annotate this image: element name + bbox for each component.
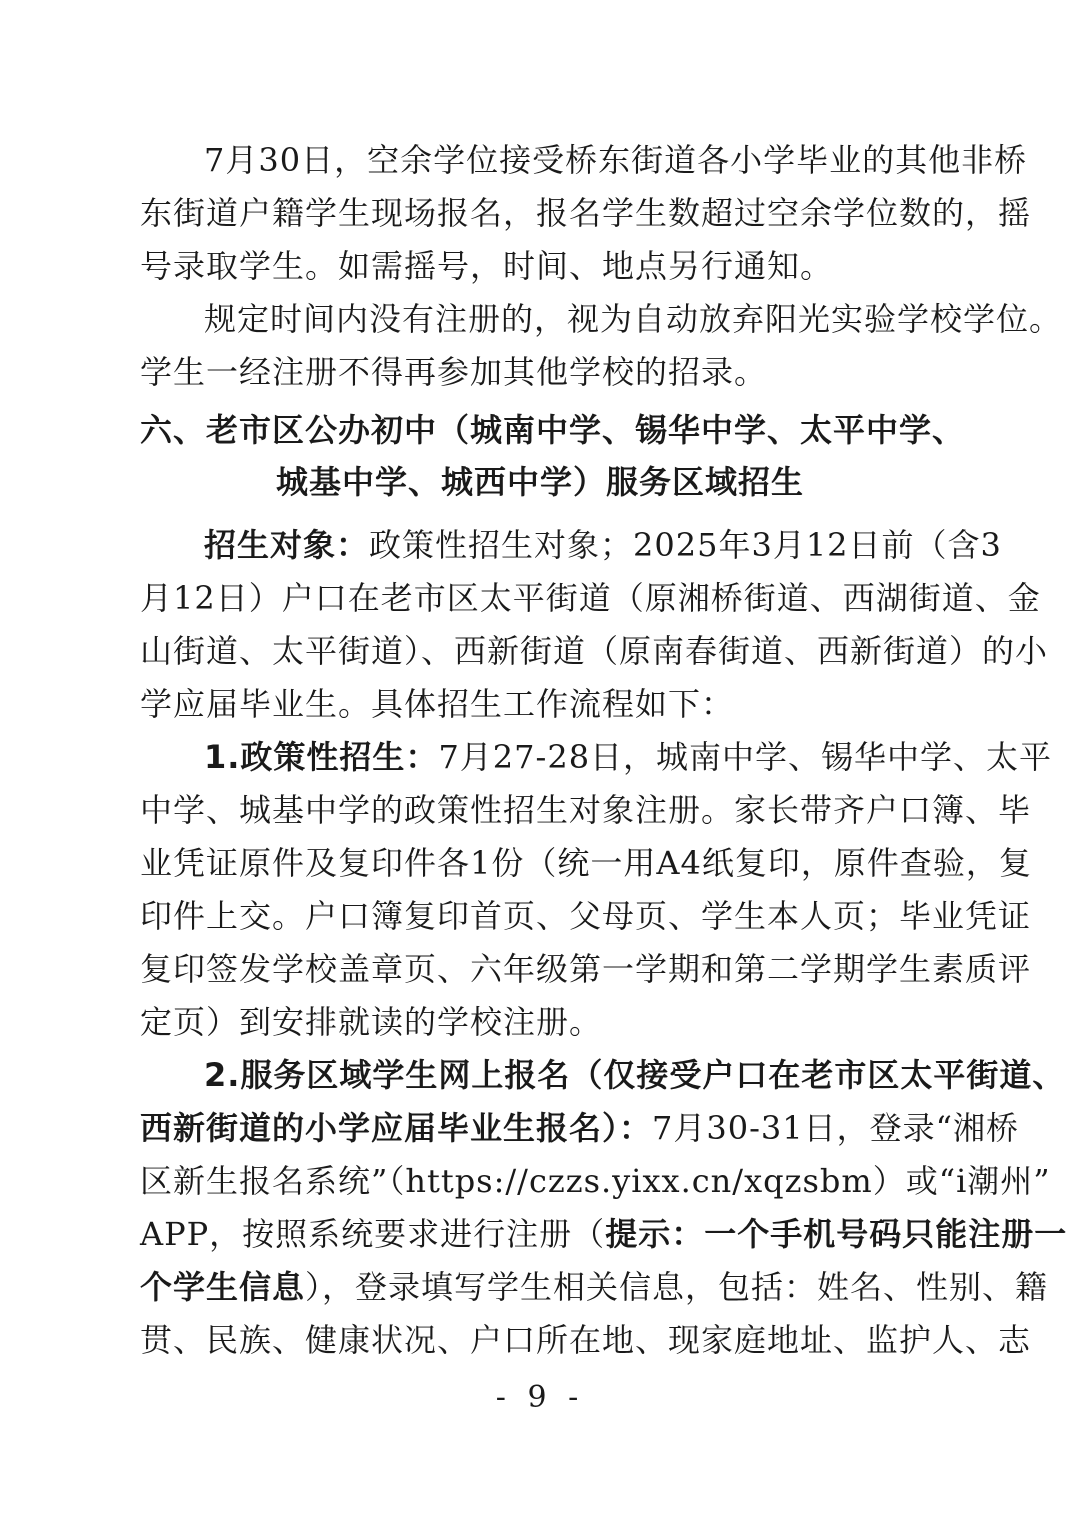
- item-2-hint-part-2: 个学生信息: [140, 1268, 306, 1306]
- item-1-label: 1.政策性招生：: [204, 738, 439, 776]
- item-2-line-6: 贯、民族、健康状况、户口所在地、现家庭地址、监护人、志: [140, 1321, 1032, 1359]
- item-2-line-4: [140, 1214, 1068, 1254]
- enrollment-targets-line-2: 月12日）户口在老市区太平街道（原湘桥街道、西湖街道、金: [140, 579, 1041, 617]
- item-2-hint-part-1: 提示：一个手机号码只能注册一: [605, 1215, 1068, 1253]
- item-2-line-2: [140, 1108, 1019, 1148]
- enrollment-targets-text: 政策性招生对象；2025年3月12日前（含3: [369, 526, 1002, 564]
- paragraph-1-line-1: 7月30日，空余学位接受桥东街道各小学毕业的其他非桥: [204, 141, 1028, 179]
- paragraph-1-line-2: 东街道户籍学生现场报名，报名学生数超过空余学位数的，摇: [140, 194, 1032, 232]
- item-1-line-4: 印件上交。户口簿复印首页、父母页、学生本人页；毕业凭证: [140, 897, 1032, 935]
- page-number: - 9 -: [495, 1380, 585, 1415]
- item-1-line-3: 业凭证原件及复印件各1份（统一用A4纸复印，原件查验，复: [140, 844, 1032, 882]
- item-1-line-5: 复印签发学校盖章页、六年级第一学期和第二学期学生素质评: [140, 950, 1032, 988]
- section-heading-line-2: 城基中学、城西中学）服务区域招生: [275, 463, 804, 501]
- item-2-line-5: [140, 1267, 1049, 1307]
- item-2-info-text: ），登录填写学生相关信息，包括：姓名、性别、籍: [305, 1268, 1049, 1306]
- item-2-line-1: [140, 1055, 1066, 1095]
- item-2-date-text: 7月30-31日，登录“湘桥: [652, 1109, 1019, 1147]
- item-2-label-part-1: 2.服务区域学生网上报名（仅接受户口在老市区太平街道、: [204, 1056, 1066, 1094]
- enrollment-targets-line-1: [140, 525, 1002, 565]
- paragraph-2-line-1: 规定时间内没有注册的，视为自动放弃阳光实验学校学位。: [204, 300, 1063, 338]
- item-1-line-2: 中学、城基中学的政策性招生对象注册。家长带齐户口簿、毕: [140, 791, 1032, 829]
- item-2-line-3: 区新生报名系统”（https://czzs.yixx.cn/xqzsbm）或“i潮州”: [140, 1162, 1051, 1200]
- item-1-line-1: [140, 737, 1053, 777]
- paragraph-2-line-2: 学生一经注册不得再参加其他学校的招录。: [140, 353, 768, 391]
- item-2-app-text: APP，按照系统要求进行注册（: [140, 1215, 606, 1253]
- item-1-text: 7月27-28日，城南中学、锡华中学、太平: [438, 738, 1053, 776]
- enrollment-targets-line-4: 学应届毕业生。具体招生工作流程如下：: [140, 685, 735, 723]
- enrollment-targets-label: 招生对象：: [204, 526, 370, 564]
- paragraph-1-line-3: 号录取学生。如需摇号，时间、地点另行通知。: [140, 247, 834, 285]
- enrollment-targets-line-3: 山街道、太平街道）、西新街道（原南春街道、西新街道）的小: [140, 632, 1049, 670]
- section-heading-line-1: 六、老市区公办初中（城南中学、锡华中学、太平中学、: [140, 411, 966, 449]
- item-2-label-part-2: 西新街道的小学应届毕业生报名）：: [140, 1109, 653, 1147]
- item-1-line-6: 定页）到安排就读的学校注册。: [140, 1003, 603, 1041]
